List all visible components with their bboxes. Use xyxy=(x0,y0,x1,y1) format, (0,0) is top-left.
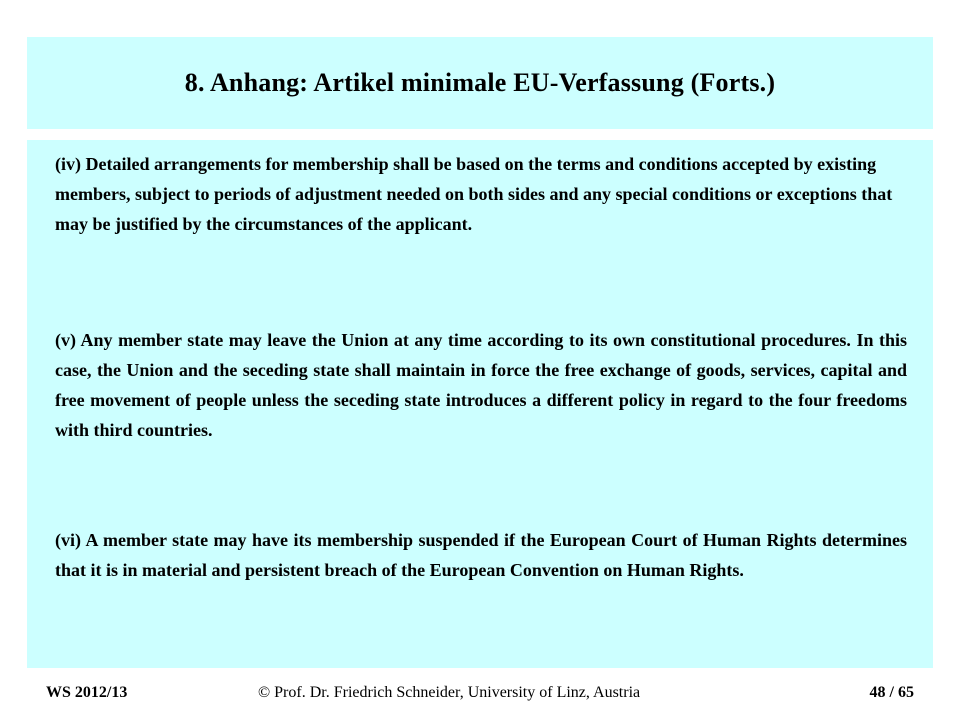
footer-copyright: © Prof. Dr. Friedrich Schneider, University of Linz, Austria xyxy=(258,684,641,701)
footer-page-number: 48 / 65 xyxy=(869,684,914,701)
paragraph-iv: (iv) Detailed arrangements for membership shall be based on the terms and conditions accepted by existing members, subject to periods of adjustment needed on both sides and any special conditions or exceptions that may be justified by the circumstances of the applicant. xyxy=(55,154,893,234)
slide-title: 8. Anhang: Artikel minimale EU-Verfassung (Forts.) xyxy=(184,68,776,97)
paragraph-vi: (vi) A member state may have its membership suspended if the European Court of Human Rights determines that it is in material and persistent breach of the European Convention on Human Rights. xyxy=(55,530,907,580)
footer-semester: WS 2012/13 xyxy=(46,684,128,701)
title-panel xyxy=(27,37,933,129)
content-panel xyxy=(27,140,933,668)
paragraph-v: (v) Any member state may leave the Union at any time according to its own constitutional procedures. In this case, the Union and the seceding state shall maintain in force the free exchange of goods, services, capital and free movement of people unless the seceding state introduces a different policy in regard to the four freedoms with third countries. xyxy=(55,330,907,440)
